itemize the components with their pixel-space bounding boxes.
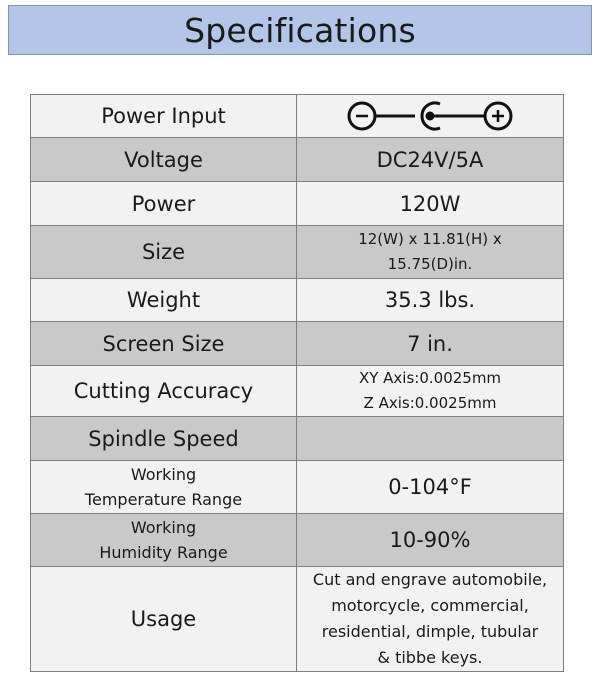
row-value: 10-90% <box>297 514 564 567</box>
table-row-size <box>31 226 564 279</box>
table-row-screen-size <box>31 322 564 366</box>
row-value: 35.3 lbs. <box>297 279 564 322</box>
title-banner <box>8 5 592 55</box>
table-row-voltage <box>31 138 564 182</box>
row-label: Weight <box>31 279 297 322</box>
row-label: Cutting Accuracy <box>31 366 297 417</box>
power-input-cell <box>297 95 564 138</box>
dc-polarity-symbol-icon <box>345 96 515 136</box>
table-row-weight <box>31 279 564 322</box>
value-line: XY Axis:0.0025mm <box>358 369 502 387</box>
table-row-usage <box>31 567 564 672</box>
row-value <box>297 417 564 461</box>
table-row-cutting-accuracy <box>31 366 564 417</box>
row-value <box>297 366 564 417</box>
table-row-power <box>31 182 564 226</box>
table-row-spindle-speed <box>31 417 564 461</box>
table-row-power-input <box>31 95 564 138</box>
value-line: residential, dimple, tubular <box>321 622 539 641</box>
table-row-working-humidity <box>31 514 564 567</box>
value-line: 15.75(D)in. <box>387 255 473 273</box>
row-value: 120W <box>297 182 564 226</box>
value-line: & tibbe keys. <box>377 648 483 667</box>
label-line: Humidity Range <box>99 543 228 562</box>
row-label: Spindle Speed <box>31 417 297 461</box>
row-label: Size <box>31 226 297 279</box>
row-value: 7 in. <box>297 322 564 366</box>
label-line: Working <box>130 518 197 537</box>
row-label: Usage <box>31 567 297 672</box>
row-value <box>297 226 564 279</box>
row-value: 0-104°F <box>297 461 564 514</box>
table-row-working-temperature <box>31 461 564 514</box>
specifications-table <box>30 94 564 672</box>
row-label <box>31 514 297 567</box>
value-line: Cut and engrave automobile, <box>312 570 548 589</box>
label-line: Working <box>130 465 197 484</box>
page-title: Specifications <box>184 10 416 50</box>
row-value <box>297 567 564 672</box>
label-line: Temperature Range <box>84 490 243 509</box>
value-line: Z Axis:0.0025mm <box>363 394 497 412</box>
value-line: 12(W) x 11.81(H) x <box>358 230 502 248</box>
row-label: Screen Size <box>31 322 297 366</box>
row-label: Power Input <box>31 95 297 138</box>
row-label <box>31 461 297 514</box>
row-label: Power <box>31 182 297 226</box>
row-label: Voltage <box>31 138 297 182</box>
row-value: DC24V/5A <box>297 138 564 182</box>
value-line: motorcycle, commercial, <box>331 596 529 615</box>
